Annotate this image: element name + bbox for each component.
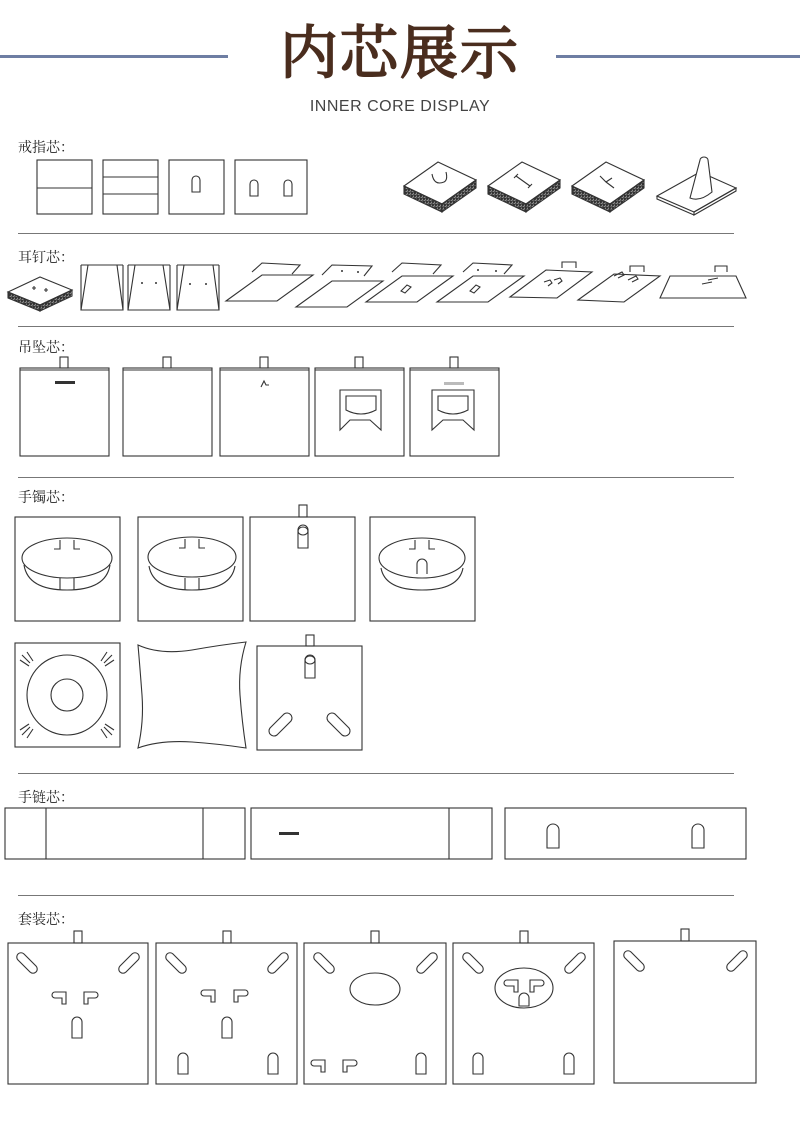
section-label-ring: 戒指芯： xyxy=(18,140,74,156)
section-label-earring: 耳钉芯： xyxy=(18,250,74,266)
section-label-bangle: 手镯芯： xyxy=(18,490,74,506)
section-label-pendant: 吊坠芯： xyxy=(18,340,74,356)
page-title: 内芯展示 xyxy=(279,19,520,87)
page-subtitle: INNER CORE DISPLAY xyxy=(309,98,491,115)
section-label-bracelet: 手链芯： xyxy=(18,790,74,806)
bracelet-core-insert xyxy=(5,808,746,859)
bangle-core-insert xyxy=(15,505,475,750)
pendant-core-insert xyxy=(20,357,499,456)
set-core-insert xyxy=(8,929,756,1084)
ring-core-insert xyxy=(37,157,736,215)
earring-core-insert xyxy=(8,262,746,311)
section-label-set: 套装芯： xyxy=(18,912,74,928)
